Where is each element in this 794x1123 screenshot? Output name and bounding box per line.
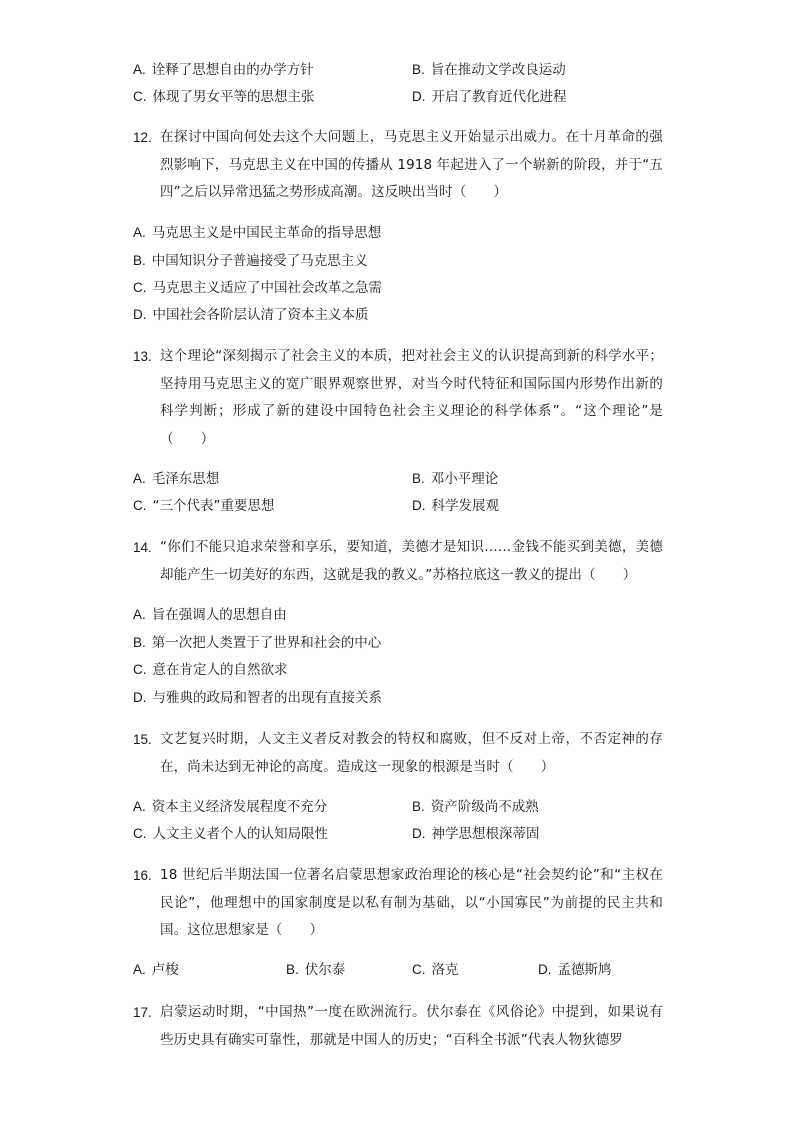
question-stem: 文艺复兴时期，人文主义者反对教会的特权和腐败，但不反对上帝，不否定神的存在，尚未达到无神论的高度。造成这一现象的根源是当时（ ） — [160, 731, 663, 775]
question-stem: 在探讨中国向何处去这个大问题上，马克思主义开始显示出威力。在十月革命的强烈影响下，马克思主义在中国的传播从 1918 年起进入了一个崭新的阶段，并于“五四”之后以异常迅猛之势形成高潮。这反映出当时（ ） — [160, 129, 663, 200]
question-number: 13. — [133, 349, 152, 364]
question-15 — [133, 726, 663, 781]
question-17 — [133, 999, 663, 1054]
q13-option-a[interactable]: A. 毛泽东思想 — [133, 471, 220, 487]
q14-option-b[interactable]: B. 第一次把人类置于了世界和社会的中心 — [133, 635, 382, 651]
q16-option-d[interactable]: D. 孟德斯鸠 — [538, 962, 612, 978]
q12-option-d[interactable]: D. 中国社会各阶层认清了资本主义本质 — [133, 307, 369, 323]
q15-option-row-2 — [0, 822, 794, 846]
question-stem: “你们不能只追求荣誉和享乐，要知道，美德才是知识……金钱不能买到美德，美德却能产生一切美好的东西，这就是我的教义。”苏格拉底这一教义的提出（ ） — [160, 539, 663, 583]
question-number: 17. — [133, 1005, 152, 1020]
q15-option-c[interactable]: C. 人文主义者个人的认知局限性 — [133, 826, 328, 842]
q15-option-d[interactable]: D. 神学思想根深蒂固 — [412, 826, 540, 842]
q15-option-row-1 — [0, 795, 794, 819]
q11-option-d[interactable]: D. 开启了教育近代化进程 — [412, 89, 567, 105]
q16-option-row — [0, 958, 794, 982]
q13-option-row-1 — [0, 467, 794, 491]
q15-option-b[interactable]: B. 资产阶级尚不成熟 — [412, 799, 539, 815]
q16-option-a[interactable]: A. 卢梭 — [133, 962, 179, 978]
question-number: 12. — [133, 130, 152, 145]
question-stem: 启蒙运动时期，“中国热”一度在欧洲流行。伏尔泰在《风俗论》中提到，如果说有些历史具有确实可靠性，那就是中国人的历史；“百科全书派”代表人物狄德罗 — [160, 1004, 663, 1048]
question-14 — [133, 534, 663, 589]
q15-option-a[interactable]: A. 资本主义经济发展程度不充分 — [133, 799, 328, 815]
q11-option-c[interactable]: C. 体现了男女平等的思想主张 — [133, 89, 315, 105]
q12-option-c[interactable]: C. 马克思主义适应了中国社会改革之急需 — [133, 280, 382, 296]
question-number: 15. — [133, 732, 152, 747]
q13-option-b[interactable]: B. 邓小平理论 — [412, 471, 499, 487]
q12-option-b[interactable]: B. 中国知识分子普遍接受了马克思主义 — [133, 253, 368, 269]
q11-option-b[interactable]: B. 旨在推动文学改良运动 — [412, 62, 566, 78]
q11-option-row-2 — [0, 85, 794, 109]
q12-option-a[interactable]: A. 马克思主义是中国民主革命的指导思想 — [133, 225, 382, 241]
q14-option-a[interactable]: A. 旨在强调人的思想自由 — [133, 607, 287, 623]
q13-option-c[interactable]: C. “三个代表”重要思想 — [133, 498, 275, 514]
q13-option-d[interactable]: D. 科学发展观 — [412, 498, 499, 514]
q11-option-row-1 — [0, 58, 794, 82]
q14-option-d[interactable]: D. 与雅典的政局和智者的出现有直接关系 — [133, 690, 382, 706]
question-16 — [133, 862, 663, 945]
q16-option-b[interactable]: B. 伏尔泰 — [286, 962, 346, 978]
q14-option-c[interactable]: C. 意在肯定人的自然欲求 — [133, 662, 288, 678]
question-12 — [133, 124, 663, 207]
question-stem: 18 世纪后半期法国一位著名启蒙思想家政治理论的核心是“社会契约论”和“主权在民论”，他理想中的国家制度是以私有制为基础，以“小国寡民”为前提的民主共和国。这位思想家是（ ） — [160, 867, 663, 938]
question-stem: 这个理论“深刻揭示了社会主义的本质，把对社会主义的认识提高到新的科学水平；坚持用马克思主义的宽广眼界观察世界，对当今时代特征和国际国内形势作出新的科学判断；形成了新的建设中国特色社会主义理论的科学体系”。“这个理论”是（ ） — [160, 348, 663, 447]
question-number: 16. — [133, 868, 152, 883]
q16-option-c[interactable]: C. 洛克 — [412, 962, 459, 978]
q11-option-a[interactable]: A. 诠释了思想自由的办学方针 — [133, 62, 314, 78]
question-number: 14. — [133, 540, 152, 555]
q13-option-row-2 — [0, 494, 794, 518]
question-13 — [133, 343, 663, 453]
